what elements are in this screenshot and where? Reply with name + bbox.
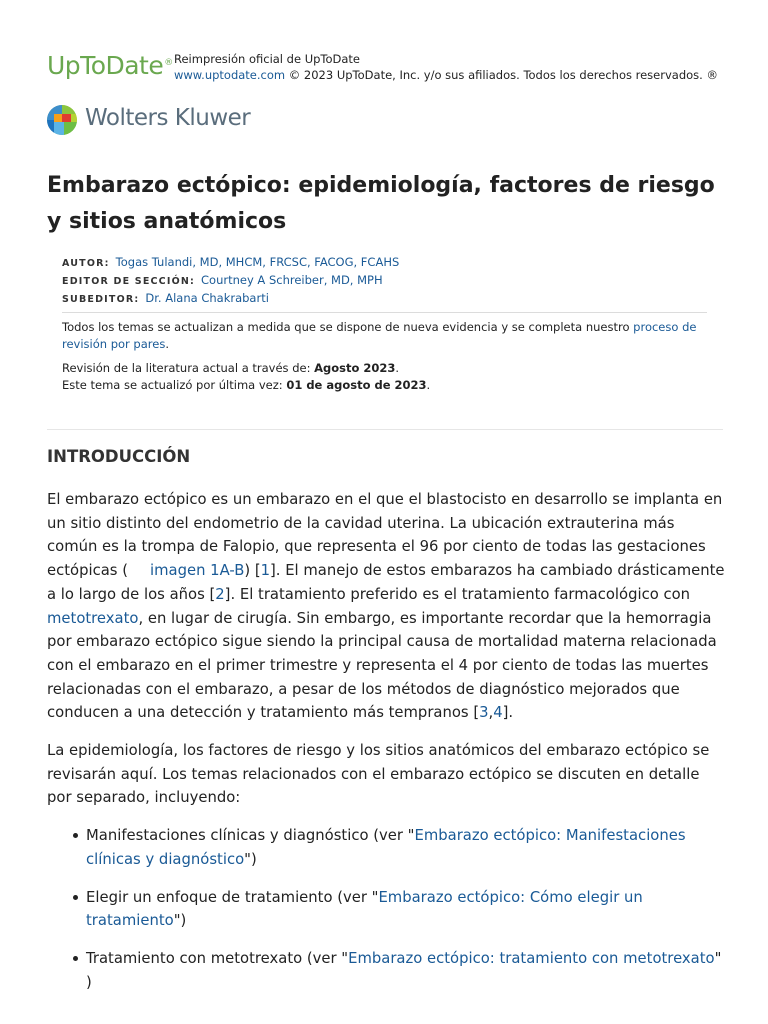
list-item: Elegir un enfoque de tratamiento (ver "Embarazo ectópico: Cómo elegir un tratamiento") xyxy=(86,886,725,933)
page-header xyxy=(47,47,727,87)
section-divider xyxy=(47,429,723,430)
related-topics-list xyxy=(47,824,725,994)
reprint-notice xyxy=(174,51,718,83)
editor-link[interactable]: Courtney A Schreiber, MD, MPH xyxy=(201,273,383,287)
wolters-kluwer-wordmark: Wolters Kluwer xyxy=(85,105,251,131)
last-updated: Este tema se actualizó por última vez: 01 de agosto de 2023. xyxy=(62,378,431,392)
topic-link-treatment-choice[interactable]: Embarazo ectópico: Cómo elegir un tratamiento xyxy=(86,888,643,930)
methotrexate-link[interactable]: metotrexato xyxy=(47,609,139,627)
copyright-text: © 2023 UpToDate, Inc. y/o sus afiliados. Todos los derechos reservados. ® xyxy=(285,68,718,82)
article-body xyxy=(47,488,725,1008)
intro-paragraph-1: El embarazo ectópico es un embarazo en el que el blastocisto en desarrollo se implanta en un sitio distinto del endometrio de la cavidad uterina. La ubicación extrauterina más común es la trompa de Falopio, que representa el 96 por ciento de todas las gestaciones ectópicas ( imagen 1A-B) [1]. El manejo de estos embarazos ha cambiado drásticamente a lo largo de los años [2]. El tratamiento preferido es el tratamiento farmacológico con metotrexato, en lugar de cirugía. Sin embargo, es importante recordar que la hemorragia por embarazo ectópico sigue siendo la principal causa de mortalidad materna relacionada con el embarazo en el primer trimestre y representa el 4 por ciento de todas las muertes relacionadas con el embarazo, a pesar de los métodos de diagnóstico mejorados que conducen a una detección y tratamiento más tempranos [3,4]. xyxy=(47,491,725,722)
reference-link-3[interactable]: 3 xyxy=(479,704,489,722)
reprint-title: Reimpresión oficial de UpToDate xyxy=(174,52,360,66)
byline-divider xyxy=(62,312,707,313)
literature-review: Revisión de la literatura actual a través de: Agosto 2023. xyxy=(62,361,400,375)
reference-link-2[interactable]: 2 xyxy=(215,585,225,603)
uptodate-logo[interactable]: UpToDate® xyxy=(47,51,173,80)
list-item: Manifestaciones clínicas y diagnóstico (ver "Embarazo ectópico: Manifestaciones clínicas y diagnóstico") xyxy=(86,824,725,871)
author-row: AUTOR: Togas Tulandi, MD, MHCM, FRCSC, FACOG, FCAHS xyxy=(62,255,400,269)
intro-paragraph-2: La epidemiología, los factores de riesgo y los sitios anatómicos del embarazo ectópico se revisarán aquí. Los temas relacionados con el embarazo ectópico se discuten en detalle por separado, incluyendo: xyxy=(47,742,710,807)
byline xyxy=(62,254,722,308)
deputy-editor-row: SUBEDITOR: Dr. Alana Chakrabarti xyxy=(62,291,269,305)
editor-row: EDITOR DE SECCIÓN: Courtney A Schreiber, MD, MPH xyxy=(62,273,383,287)
topic-link-methotrexate[interactable]: Embarazo ectópico: tratamiento con metotrexato xyxy=(348,949,715,967)
uptodate-site-link[interactable]: www.uptodate.com xyxy=(174,68,286,82)
deputy-editor-link[interactable]: Dr. Alana Chakrabarti xyxy=(145,291,269,305)
page-title: Embarazo ectópico: epidemiología, factores de riesgo y sitios anatómicos xyxy=(47,173,715,234)
topic-link-diagnosis[interactable]: Embarazo ectópico: Manifestaciones clínicas y diagnóstico xyxy=(86,827,686,868)
section-heading: INTRODUCCIÓN xyxy=(47,447,191,466)
peer-review-link[interactable]: proceso de revisión por pares xyxy=(62,320,697,351)
list-item: Tratamiento con metotrexato (ver "Embarazo ectópico: tratamiento con metotrexato" ) xyxy=(86,947,725,994)
wolters-kluwer-mark-icon xyxy=(47,105,77,135)
topic-meta xyxy=(62,319,712,394)
reference-link-1[interactable]: 1 xyxy=(260,562,271,580)
author-link[interactable]: Togas Tulandi, MD, MHCM, FRCSC, FACOG, FCAHS xyxy=(115,255,400,269)
image-link[interactable]: imagen 1A-B xyxy=(150,562,245,580)
reference-link-4[interactable]: 4 xyxy=(493,704,503,722)
update-policy: Todos los temas se actualizan a medida que se dispone de nueva evidencia y se completa nuestro proceso de revisión por pares. xyxy=(62,320,697,351)
